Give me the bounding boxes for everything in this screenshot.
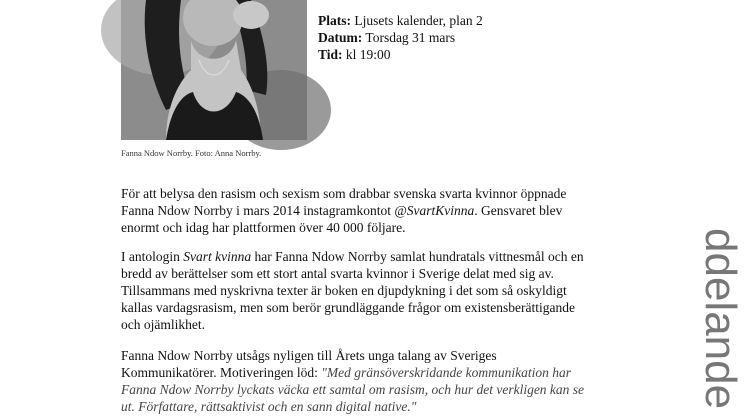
event-date: Datum: Torsdag 31 mars <box>318 30 456 45</box>
book-title: Svart kvinna <box>183 249 252 264</box>
event-time: Tid: kl 19:00 <box>318 47 391 62</box>
event-place: Plats: Ljusets kalender, plan 2 <box>318 13 483 28</box>
author-portrait-image <box>121 0 307 140</box>
vertical-heading: ddelande <box>696 228 745 410</box>
paragraph-award: Fanna Ndow Norrby utsågs nyligen till Årets unga talang av Sveriges Kommunikatörer. Motiveringen löd: "Med gränsöverskridande kommunikation har Fanna Ndow Norrby lyckats väcka ett samtal om rasism, och hur det verkligen kan se ut. Författare, rättsaktivist och en sann digital native." <box>121 348 585 414</box>
author-photo <box>121 0 307 140</box>
event-info <box>318 12 483 63</box>
paragraph-anthology: I antologin Svart kvinna har Fanna Ndow Norrby samlat hundratals vittnesmål och en bredd av berättelser som ett stort antal svarta kvinnor i Sverige delat med sig av. Tillsammans med nyskrivna texter är boken en djupdykning i det som så oskyldigt kallas vardagsrasism, men som berör grundläggande frågor om existensberättigande och ojämlikhet. <box>121 249 584 332</box>
award-quote: "Med gränsöverskridande kommunikation har Fanna Ndow Norrby lyckats väcka ett samtal om rasism, och hur det verkligen kan se ut. Författare, rättsaktivist och en sann digital native." <box>121 365 585 414</box>
instagram-handle: @SvartKvinna <box>394 203 475 218</box>
paragraph-intro: För att belysa den rasism och sexism som drabbar svenska svarta kvinnor öppnade Fanna Ndow Norrby i mars 2014 instagramkontot @SvartKvinna. Gensvaret blev enormt och idag har plattformen över 40 000 följare. <box>121 186 567 235</box>
photo-caption: Fanna Ndow Norrby. Foto: Anna Norrby. <box>121 148 262 158</box>
